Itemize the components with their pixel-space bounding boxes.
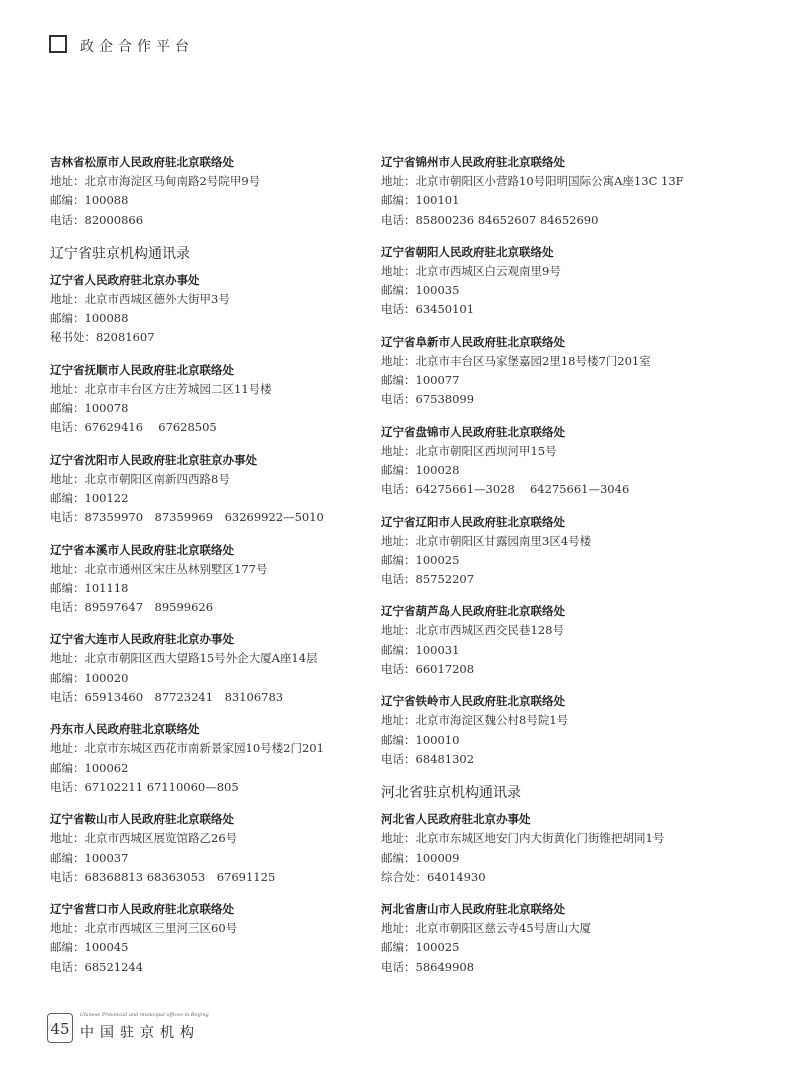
contact-entry: [381, 332, 711, 410]
contact-detail-line: 电话：65913460 87723241 83106783: [50, 690, 284, 705]
contact-entry: [381, 152, 711, 230]
contact-detail-line: 电话：87359970 87359969 63269922—5010: [50, 510, 324, 525]
office-name: 辽宁省抚顺市人民政府驻北京联络处: [50, 362, 234, 377]
office-name: 辽宁省辽阳市人民政府驻北京联络处: [381, 514, 565, 529]
contact-detail-line: 地址：北京市西城区西交民巷128号: [381, 623, 564, 638]
office-name: 河北省唐山市人民政府驻北京联络处: [381, 902, 565, 917]
contact-detail-line: 地址：北京市海淀区魏公村8号院1号: [381, 713, 569, 728]
contact-entry: [381, 422, 711, 500]
contact-detail-line: 电话：64275661—3028 64275661—3046: [381, 482, 630, 497]
contact-detail-line: 地址：北京市朝阳区小营路10号阳明国际公寓A座13C 13F: [381, 174, 684, 188]
contact-entry: [50, 899, 380, 977]
contact-detail-line: 电话：85800236 84652607 84652690: [381, 212, 599, 227]
office-name: 辽宁省葫芦岛人民政府驻北京联络处: [381, 604, 565, 619]
contact-detail-line: 邮编：100025: [381, 940, 460, 955]
page-header-title: 政企合作平台: [80, 39, 194, 55]
left-column: [50, 152, 380, 989]
contact-detail-line: 地址：北京市朝阳区西大望路15号外企大厦A座14层: [50, 651, 318, 666]
contact-detail-line: 邮编：100035: [381, 283, 460, 298]
footer-english-subtitle: Chinese Provincial and municipal offices in Beijing: [80, 1012, 209, 1018]
contact-detail-line: 地址：北京市朝阳区南新四西路8号: [50, 471, 230, 486]
contact-detail-line: 邮编：100031: [381, 642, 460, 657]
contact-detail-line: 电话：67538099: [381, 392, 475, 407]
contact-entry: [50, 270, 380, 348]
contact-detail-line: 邮编：100062: [50, 760, 129, 775]
office-name: 丹东市人民政府驻北京联络处: [50, 722, 200, 737]
office-name: 辽宁省本溪市人民政府驻北京联络处: [50, 542, 234, 557]
contact-detail-line: 电话：67102211 67110060—805: [50, 779, 239, 794]
office-name: 辽宁省铁岭市人民政府驻北京联络处: [381, 694, 565, 709]
section-heading: 河北省驻京机构通讯录: [381, 785, 521, 802]
contact-detail-line: 地址：北京市丰台区马家堡嘉园2里18号楼7门201室: [381, 353, 651, 368]
contact-detail-line: 地址：北京市西城区白云观南里9号: [381, 263, 561, 278]
contact-detail-line: 电话：66017208: [381, 662, 475, 677]
contact-detail-line: 地址：北京市西城区展览馆路乙26号: [50, 831, 238, 846]
contact-detail-line: 秘书处：82081607: [50, 330, 155, 345]
contact-detail-line: 地址：北京市朝阳区西坝河甲15号: [381, 443, 557, 458]
contact-detail-line: 邮编：100025: [381, 552, 460, 567]
office-name: 辽宁省朝阳人民政府驻北京联络处: [381, 244, 554, 259]
contact-detail-line: 邮编：100028: [381, 462, 460, 477]
contact-detail-line: 地址：北京市丰台区方庄芳城园二区11号楼: [50, 381, 272, 396]
office-name: 辽宁省营口市人民政府驻北京联络处: [50, 902, 234, 917]
contact-detail-line: 地址：北京市西城区三里河三区60号: [50, 921, 238, 936]
contact-detail-line: 电话：58649908: [381, 959, 475, 974]
contact-detail-line: 邮编：100037: [50, 850, 129, 865]
page-number: 45: [47, 1013, 73, 1043]
contact-detail-line: 邮编：100101: [381, 193, 460, 208]
contact-detail-line: 电话：67629416 67628505: [50, 420, 217, 435]
contact-detail-line: 电话：85752207: [381, 572, 475, 587]
contact-detail-line: 电话：63450101: [381, 302, 475, 317]
contact-entry: [50, 809, 380, 887]
right-column: [381, 152, 711, 989]
contact-detail-line: 邮编：100122: [50, 490, 129, 505]
contact-detail-line: 地址：北京市东城区地安门内大街黄化门街锥把胡同1号: [381, 831, 665, 846]
contact-entry: [381, 512, 711, 590]
contact-entry: [381, 601, 711, 679]
office-name: 河北省人民政府驻北京办事处: [381, 812, 531, 827]
contact-entry: [50, 450, 380, 528]
contact-entry: [50, 540, 380, 618]
contact-entry: [50, 629, 380, 707]
contact-detail-line: 地址：北京市东城区西花市南新景家园10号楼2门201: [50, 741, 324, 756]
office-name: 辽宁省沈阳市人民政府驻北京驻京办事处: [50, 452, 257, 467]
contact-detail-line: 邮编：100045: [50, 940, 129, 955]
footer-title: 中国驻京机构: [80, 1025, 200, 1041]
office-name: 辽宁省锦州市人民政府驻北京联络处: [381, 155, 565, 169]
office-name: 吉林省松原市人民政府驻北京联络处: [50, 155, 234, 169]
office-name: 辽宁省阜新市人民政府驻北京联络处: [381, 334, 565, 349]
contact-entry: [50, 719, 380, 797]
contact-detail-line: 电话：68521244: [50, 959, 144, 974]
contact-detail-line: 邮编：100009: [381, 850, 460, 865]
contact-detail-line: 电话：82000866: [50, 212, 144, 227]
contact-detail-line: 地址：北京市朝阳区慈云寺45号唐山大厦: [381, 921, 592, 936]
contact-detail-line: 地址：北京市西城区德外大街甲3号: [50, 291, 230, 306]
contact-detail-line: 邮编：100088: [50, 193, 129, 208]
contact-detail-line: 电话：89597647 89599626: [50, 600, 214, 615]
contact-entry: [50, 152, 380, 230]
contact-entry: [381, 242, 711, 320]
contact-detail-line: 邮编：100020: [50, 670, 129, 685]
office-name: 辽宁省鞍山市人民政府驻北京联络处: [50, 812, 234, 827]
contact-detail-line: 综合处：64014930: [381, 869, 486, 884]
office-name: 辽宁省大连市人民政府驻北京办事处: [50, 632, 234, 647]
contact-entry: [50, 360, 380, 438]
contact-detail-line: 电话：68481302: [381, 751, 475, 766]
office-name: 辽宁省人民政府驻北京办事处: [50, 272, 200, 287]
section-heading: 辽宁省驻京机构通讯录: [50, 245, 190, 262]
contact-detail-line: 邮编：100088: [50, 311, 129, 326]
office-name: 辽宁省盘锦市人民政府驻北京联络处: [381, 424, 565, 439]
contact-detail-line: 地址：北京市朝阳区甘露园南里3区4号楼: [381, 533, 592, 548]
contact-detail-line: 邮编：100010: [381, 732, 460, 747]
contact-entry: [381, 691, 711, 769]
contact-detail-line: 地址：北京市通州区宋庄丛林别墅区177号: [50, 561, 268, 576]
contact-entry: [381, 809, 711, 887]
contact-detail-line: 电话：68368813 68363053 67691125: [50, 869, 276, 884]
contact-detail-line: 邮编：101118: [50, 580, 129, 595]
contact-detail-line: 地址：北京市海淀区马甸南路2号院甲9号: [50, 174, 261, 188]
contact-detail-line: 邮编：100077: [381, 373, 460, 388]
contact-entry: [381, 899, 711, 977]
contact-detail-line: 邮编：100078: [50, 401, 129, 416]
header-square-icon: [49, 35, 67, 53]
